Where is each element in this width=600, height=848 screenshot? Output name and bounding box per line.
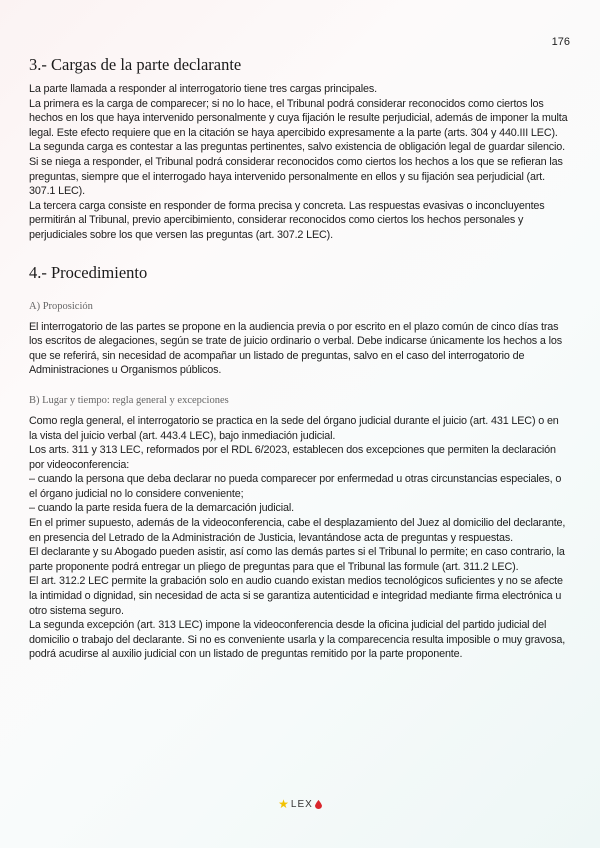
subsection-b-paragraph: El art. 312.2 LEC permite la grabación solo en audio cuando existan medios tecnológicos suficientes y no se afecte la intimidad o dignidad, sin necesidad de acta si se garantiza autenticidad e integridad mediante firma electrónica u otro sistema seguro. [29,575,563,617]
subsection-b-paragraph: La segunda excepción (art. 313 LEC) impone la videoconferencia desde la oficina judicial del partido judicial del domicilio o trabajo del declarante. Si no es conveniente usarla y la comparecencia resulta imposible o muy gravosa, podrá acudirse al auxilio judicial con un listado de preguntas remitido por la parte proponente. [29,619,566,661]
subsection-b-paragraph: En el primer supuesto, además de la videoconferencia, cabe el desplazamiento del Juez al domicilio del declarante, en presencia del Letrado de la Administración de Justicia, levantándose acta de preguntas y respuestas. [29,517,566,544]
subsection-b-list-item: – cuando la persona que deba declarar no pueda comparecer por enfermedad u otras circunstancias especiales, o el órgano judicial no lo considere conveniente; [29,473,562,500]
section-3-paragraph: La tercera carga consiste en responder de forma precisa y concreta. Las respuestas evasivas o inconcluyentes permitirán al Tribunal, previo apercibimiento, considerar reconocidos como ciertos los hechos personales y perjudiciales sobre los que versen las preguntas (art. 307.2 LEC). [29,199,545,241]
brand-name: LEX [290,798,313,810]
section-3-title: 3.- Cargas de la parte declarante [29,55,242,74]
subsection-b-title: B) Lugar y tiempo: regla general y excepciones [29,394,229,406]
page-number: 176 [551,36,570,48]
section-3-paragraph: La parte llamada a responder al interrogatorio tiene tres cargas principales. [29,83,377,95]
footer-brand [0,797,600,811]
section-3-paragraph: La primera es la carga de comparecer; si no lo hace, el Tribunal podrá considerar reconocidos como ciertos los hechos en los que haya intervenido personalmente y cuya fijación le resulte perjudicial, además de imponer la multa legal. Este efecto requiere que en la citación se haya apercibido expresamente a la parte (arts. 304 y 440.III LEC). [29,97,568,139]
subsection-a-title: A) Proposición [29,300,93,312]
page-content [29,55,569,662]
subsection-b-paragraph: El declarante y su Abogado pueden asistir, así como las demás partes si el Tribunal lo permite; en caso contrario, la parte proponente podrá entregar un pliego de preguntas para que el Tribunal las formule (art. 311.2 LEC). [29,546,565,573]
star-icon: ★ [278,797,289,811]
subsection-a-paragraph: El interrogatorio de las partes se propone en la audiencia previa o por escrito en el plazo común de cinco días tras los escritos de alegaciones, según se trate de juicio ordinario o verbal. Debe indicarse únicamente los hechos a los que se referirá, sin necesidad de acompañar un listado de preguntas, salvo en el caso del interrogatorio de Administraciones u Organismos públicos. [29,320,562,377]
section-4-title: 4.- Procedimiento [29,262,148,282]
subsection-b-list-item: – cuando la parte resida fuera de la demarcación judicial. [29,502,294,515]
subsection-b-paragraph: Como regla general, el interrogatorio se practica en la sede del órgano judicial durante el juicio (art. 431 LEC) o en la vista del juicio verbal (art. 443.4 LEC), bajo inmediación judicial. [29,414,559,442]
section-3-paragraph: La segunda carga es contestar a las preguntas pertinentes, salvo existencia de obligación legal de guardar silencio. Si se niega a responder, el Tribunal podrá considerar reconocidos como ciertos los hechos a los que se refieran las preguntas, siempre que el interrogado haya intervenido personalmente en ellos y su fijación sea perjudicial (art. 307.1 LEC). [29,141,565,198]
drop-icon [315,800,322,809]
subsection-b-paragraph: Los arts. 311 y 313 LEC, reformados por el RDL 6/2023, establecen dos excepciones que permiten la declaración por videoconferencia: [29,444,556,471]
